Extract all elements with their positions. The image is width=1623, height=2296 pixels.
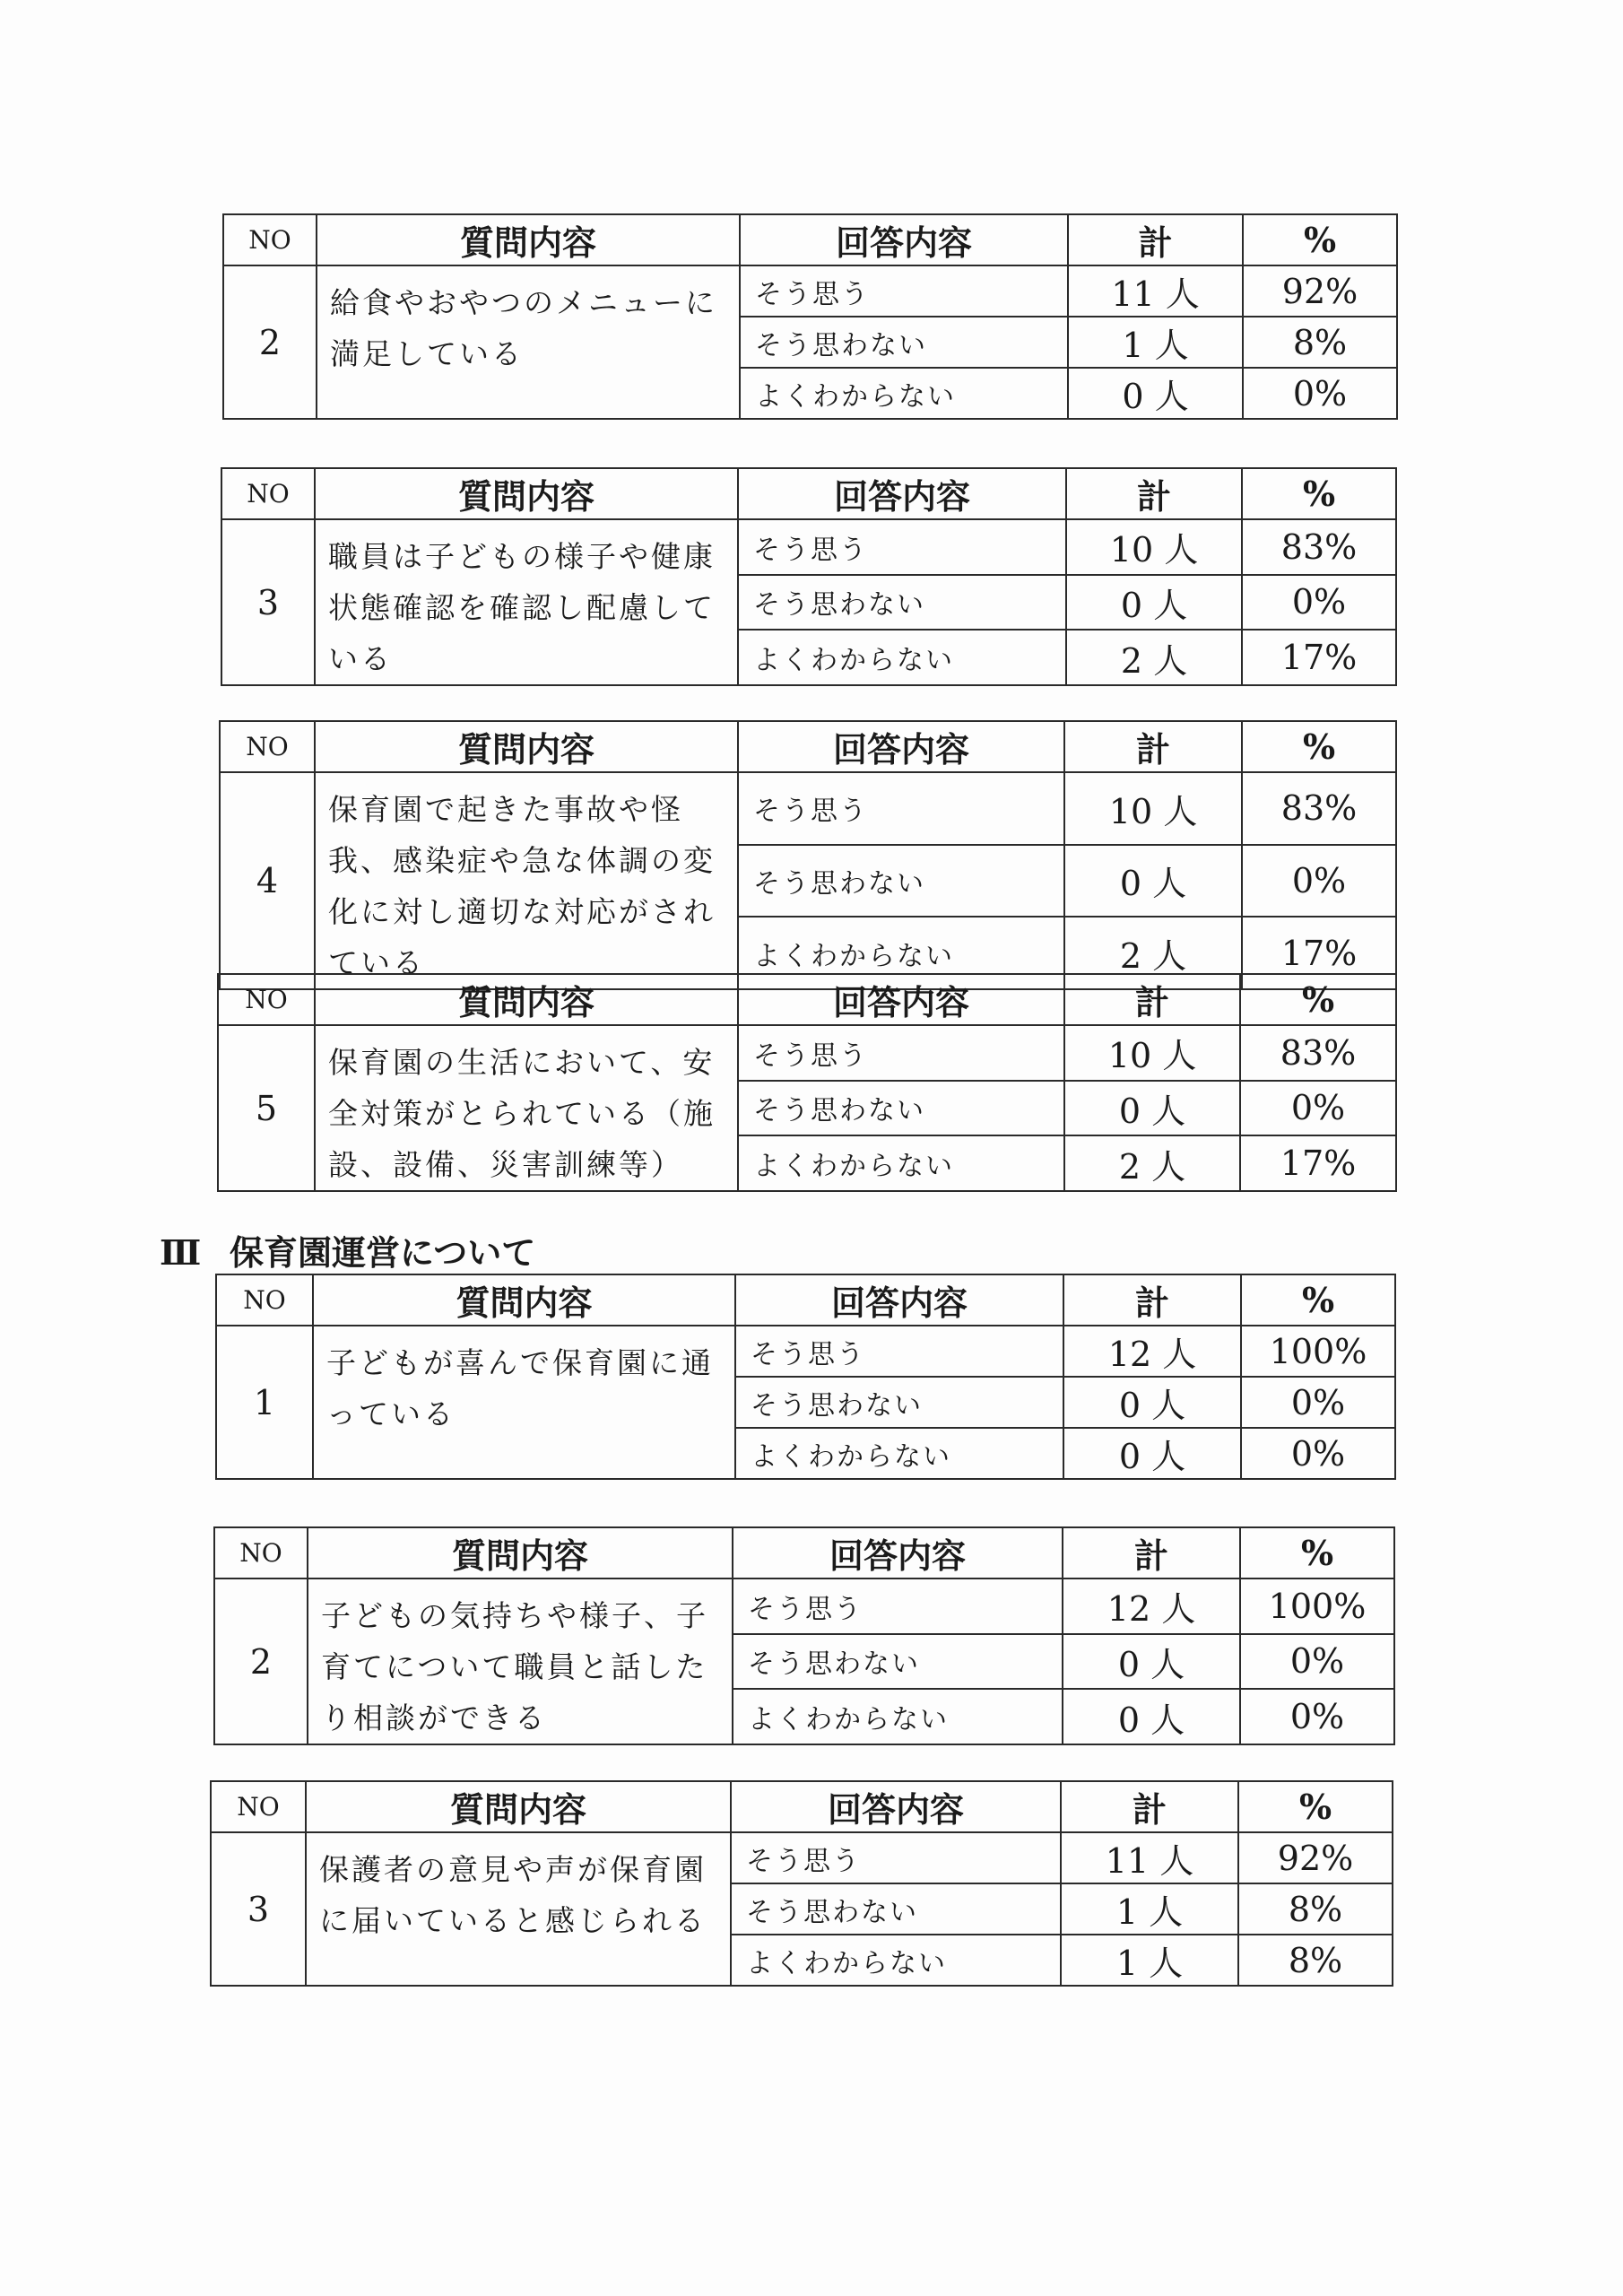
header-answer: 回答内容 <box>738 721 1064 772</box>
header-percent: % <box>1238 1781 1393 1832</box>
question-number: 5 <box>218 1025 315 1191</box>
answer-label: そう思わない <box>738 1081 1064 1136</box>
header-count: 計 <box>1064 721 1242 772</box>
answer-count: 1 人 <box>1061 1935 1238 1986</box>
header-row <box>218 974 1396 1025</box>
header-answer: 回答内容 <box>735 1274 1063 1326</box>
answer-label: よくわからない <box>733 1689 1063 1744</box>
survey-table <box>210 1780 1393 1987</box>
answer-percent: 8% <box>1243 317 1397 368</box>
header-percent: % <box>1241 1274 1395 1326</box>
answer-percent: 0% <box>1241 1377 1395 1428</box>
header-count: 計 <box>1063 1274 1241 1326</box>
answer-count: 2 人 <box>1064 1135 1240 1191</box>
table-row <box>223 265 1397 317</box>
survey-table <box>219 720 1397 990</box>
header-no: NO <box>218 974 315 1025</box>
answer-count: 1 人 <box>1068 317 1243 368</box>
survey-table <box>213 1526 1395 1745</box>
header-question: 質問内容 <box>313 1274 735 1326</box>
question-text: 給食やおやつのメニューに満足している <box>317 265 740 419</box>
table-row <box>218 1025 1396 1081</box>
answer-percent: 0% <box>1240 1634 1394 1690</box>
answer-label: そう思う <box>738 519 1066 575</box>
header-question: 質問内容 <box>315 974 738 1025</box>
answer-label: そう思う <box>740 265 1068 317</box>
header-no: NO <box>216 1274 313 1326</box>
question-text: 子どもの気持ちや様子、子育てについて職員と話したり相談ができる <box>308 1578 733 1744</box>
header-percent: % <box>1243 214 1397 265</box>
answer-percent: 17% <box>1242 917 1396 989</box>
header-answer: 回答内容 <box>738 974 1064 1025</box>
section-numeral: Ⅲ <box>160 1232 202 1273</box>
header-count: 計 <box>1068 214 1243 265</box>
answer-count: 0 人 <box>1063 1634 1240 1690</box>
question-number: 2 <box>223 265 317 419</box>
header-count: 計 <box>1061 1781 1238 1832</box>
header-count: 計 <box>1066 468 1242 519</box>
question-number: 2 <box>214 1578 308 1744</box>
survey-table <box>222 213 1398 420</box>
question-number: 1 <box>216 1326 313 1479</box>
answer-percent: 83% <box>1242 772 1396 845</box>
answer-count: 12 人 <box>1063 1578 1240 1634</box>
answer-count: 0 人 <box>1068 368 1243 419</box>
answer-percent: 92% <box>1238 1832 1393 1883</box>
answer-label: よくわからない <box>738 1135 1064 1191</box>
answer-percent: 17% <box>1240 1135 1396 1191</box>
answer-label: そう思わない <box>733 1634 1063 1690</box>
answer-count: 0 人 <box>1063 1689 1240 1744</box>
header-percent: % <box>1240 974 1396 1025</box>
answer-percent: 83% <box>1242 519 1396 575</box>
answer-label: よくわからない <box>735 1428 1063 1479</box>
header-row <box>214 1527 1394 1578</box>
header-count: 計 <box>1063 1527 1240 1578</box>
answer-percent: 0% <box>1242 845 1396 918</box>
header-answer: 回答内容 <box>731 1781 1061 1832</box>
header-no: NO <box>221 468 315 519</box>
answer-label: そう思う <box>733 1578 1063 1634</box>
table-row <box>220 772 1396 845</box>
header-answer: 回答内容 <box>733 1527 1063 1578</box>
answer-count: 10 人 <box>1066 519 1242 575</box>
answer-label: よくわからない <box>738 630 1066 685</box>
header-question: 質問内容 <box>317 214 740 265</box>
answer-percent: 0% <box>1240 1689 1394 1744</box>
answer-label: そう思う <box>738 772 1064 845</box>
header-count: 計 <box>1064 974 1240 1025</box>
answer-label: そう思わない <box>731 1883 1061 1935</box>
question-text: 職員は子どもの様子や健康状態確認を確認し配慮している <box>315 519 738 685</box>
header-row <box>211 1781 1393 1832</box>
answer-percent: 83% <box>1240 1025 1396 1081</box>
survey-table <box>221 467 1397 686</box>
answer-label: そう思う <box>731 1832 1061 1883</box>
table-row <box>216 1326 1395 1377</box>
section-title: 保育園運営について <box>230 1232 536 1273</box>
answer-count: 10 人 <box>1064 772 1242 845</box>
answer-count: 12 人 <box>1063 1326 1241 1377</box>
answer-count: 2 人 <box>1066 630 1242 685</box>
answer-label: そう思う <box>735 1326 1063 1377</box>
header-percent: % <box>1242 468 1396 519</box>
header-answer: 回答内容 <box>738 468 1066 519</box>
answer-percent: 100% <box>1240 1578 1394 1634</box>
table-row <box>221 519 1396 575</box>
answer-count: 1 人 <box>1061 1883 1238 1935</box>
answer-label: よくわからない <box>738 917 1064 989</box>
answer-label: よくわからない <box>740 368 1068 419</box>
header-row <box>216 1274 1395 1326</box>
answer-percent: 0% <box>1240 1081 1396 1136</box>
header-question: 質問内容 <box>308 1527 733 1578</box>
answer-label: そう思う <box>738 1025 1064 1081</box>
answer-count: 11 人 <box>1068 265 1243 317</box>
header-no: NO <box>214 1527 308 1578</box>
question-text: 子どもが喜んで保育園に通っている <box>313 1326 735 1479</box>
table-row <box>214 1578 1394 1634</box>
answer-count: 0 人 <box>1066 575 1242 631</box>
answer-percent: 0% <box>1242 575 1396 631</box>
answer-count: 2 人 <box>1064 917 1242 989</box>
answer-count: 10 人 <box>1064 1025 1240 1081</box>
header-question: 質問内容 <box>306 1781 731 1832</box>
answer-count: 0 人 <box>1063 1377 1241 1428</box>
survey-table <box>215 1274 1396 1480</box>
answer-count: 0 人 <box>1064 845 1242 918</box>
answer-percent: 92% <box>1243 265 1397 317</box>
section-heading <box>160 1225 535 1274</box>
answer-percent: 8% <box>1238 1883 1393 1935</box>
question-number: 4 <box>220 772 315 989</box>
header-question: 質問内容 <box>315 468 738 519</box>
question-text: 保育園の生活において、安全対策がとられている（施設、設備、災害訓練等） <box>315 1025 738 1191</box>
header-no: NO <box>211 1781 306 1832</box>
answer-count: 0 人 <box>1063 1428 1241 1479</box>
answer-percent: 8% <box>1238 1935 1393 1986</box>
header-no: NO <box>220 721 315 772</box>
table-row <box>211 1832 1393 1883</box>
question-number: 3 <box>211 1832 306 1986</box>
question-text: 保育園で起きた事故や怪我、感染症や急な体調の変化に対し適切な対応がされている <box>315 772 738 989</box>
answer-label: そう思わない <box>735 1377 1063 1428</box>
answer-percent: 100% <box>1241 1326 1395 1377</box>
header-row <box>220 721 1396 772</box>
survey-table <box>217 973 1397 1192</box>
header-question: 質問内容 <box>315 721 738 772</box>
answer-percent: 17% <box>1242 630 1396 685</box>
question-text: 保護者の意見や声が保育園に届いていると感じられる <box>306 1832 731 1986</box>
answer-percent: 0% <box>1241 1428 1395 1479</box>
header-percent: % <box>1242 721 1396 772</box>
answer-label: よくわからない <box>731 1935 1061 1986</box>
answer-label: そう思わない <box>740 317 1068 368</box>
answer-count: 11 人 <box>1061 1832 1238 1883</box>
header-answer: 回答内容 <box>740 214 1068 265</box>
answer-percent: 0% <box>1243 368 1397 419</box>
answer-label: そう思わない <box>738 575 1066 631</box>
header-row <box>223 214 1397 265</box>
answer-label: そう思わない <box>738 845 1064 918</box>
header-no: NO <box>223 214 317 265</box>
header-percent: % <box>1240 1527 1394 1578</box>
header-row <box>221 468 1396 519</box>
question-number: 3 <box>221 519 315 685</box>
answer-count: 0 人 <box>1064 1081 1240 1136</box>
